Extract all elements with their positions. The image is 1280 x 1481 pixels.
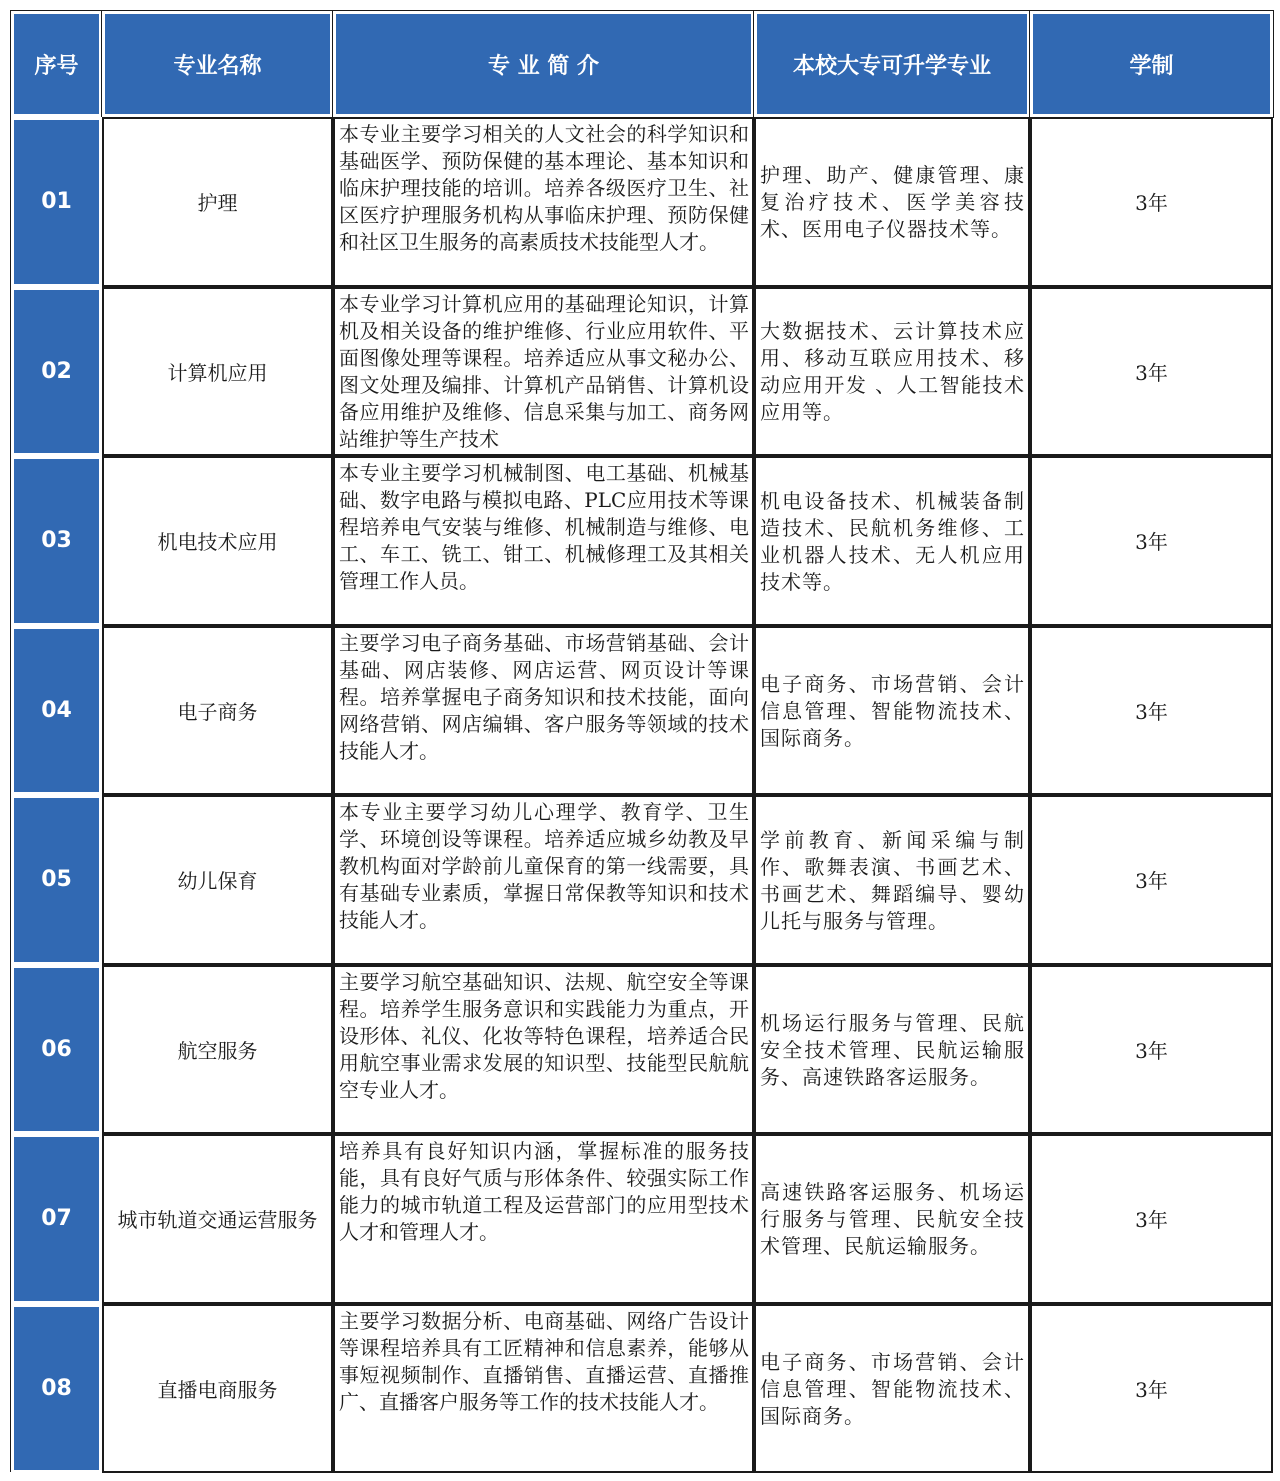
header-name: 专业名称 [102, 11, 333, 117]
row-number: 06 [11, 965, 102, 1135]
header-no: 序号 [11, 11, 102, 117]
major-intro: 主要学习航空基础知识、法规、航空安全等课程。培养学生服务意识和实践能力为重点，开设形体、礼仪、化妆等特色课程，培养适合民用航空事业需求发展的知识型、技能型民航航空专业人才。 [333, 965, 754, 1135]
study-years: 3年 [1030, 1134, 1273, 1304]
study-years: 3年 [1030, 287, 1273, 457]
upgrade-majors [754, 117, 1030, 287]
upgrade-majors [754, 456, 1030, 626]
major-name: 电子商务 [102, 626, 333, 796]
study-years: 3年 [1030, 626, 1273, 796]
row-number: 01 [11, 117, 102, 287]
major-intro: 本专业主要学习相关的人文社会的科学知识和基础医学、预防保健的基本理论、基本知识和临床护理技能的培训。培养各级医疗卫生、社区医疗护理服务机构从事临床护理、预防保健和社区卫生服务的高素质技术技能型人才。 [333, 117, 754, 287]
major-name: 护理 [102, 117, 333, 287]
upgrade-majors [754, 287, 1030, 457]
row-number: 07 [11, 1134, 102, 1304]
upgrade-majors-text: 护理、助产、健康管理、康复治疗技术、医学美容技术、医用电子仪器技术等。 [760, 163, 1025, 242]
upgrade-majors-text: 大数据技术、云计算技术应用、移动互联应用技术、移动应用开发 、人工智能技术应用等。 [760, 319, 1025, 425]
upgrade-majors-text: 机场运行服务与管理、民航安全技术管理、民航运输服务、高速铁路客运服务。 [760, 1010, 1025, 1089]
major-name: 城市轨道交通运营服务 [102, 1134, 333, 1304]
upgrade-majors-text: 高速铁路客运服务、机场运行服务与管理、民航安全技术管理、民航运输服务。 [760, 1180, 1025, 1259]
study-years: 3年 [1030, 965, 1273, 1135]
major-intro: 主要学习数据分析、电商基础、网络广告设计等课程培养具有工匠精神和信息素养，能够从事短视频制作、直播销售、直播运营、直播推广、直播客户服务等工作的技术技能人才。 [333, 1304, 754, 1474]
upgrade-majors [754, 965, 1030, 1135]
row-number: 02 [11, 287, 102, 457]
upgrade-majors [754, 1134, 1030, 1304]
header-years: 学制 [1030, 11, 1273, 117]
row-number: 08 [11, 1304, 102, 1474]
study-years: 3年 [1030, 117, 1273, 287]
header-intro: 专 业 简 介 [333, 11, 754, 117]
row-number: 03 [11, 456, 102, 626]
major-name: 机电技术应用 [102, 456, 333, 626]
study-years: 3年 [1030, 795, 1273, 965]
major-name: 直播电商服务 [102, 1304, 333, 1474]
row-number: 04 [11, 626, 102, 796]
majors-table [10, 10, 1272, 1472]
upgrade-majors-text: 学前教育、新闻采编与制作、歌舞表演、书画艺术、书画艺术、舞蹈编导、婴幼儿托与服务与管理。 [760, 827, 1025, 933]
upgrade-majors-text: 电子商务、市场营销、会计信息管理、智能物流技术、国际商务。 [760, 1349, 1025, 1428]
upgrade-majors-text: 机电设备技术、机械装备制造技术、民航机务维修、工业机器人技术、无人机应用技术等。 [760, 488, 1025, 594]
study-years: 3年 [1030, 456, 1273, 626]
major-intro: 本专业主要学习机械制图、电工基础、机械基础、数字电路与模拟电路、PLC应用技术等课程培养电气安装与维修、机械制造与维修、电工、车工、铣工、钳工、机械修理工及其相关管理工作人员。 [333, 456, 754, 626]
header-upgrade: 本校大专可升学专业 [754, 11, 1030, 117]
major-intro: 本专业学习计算机应用的基础理论知识，计算机及相关设备的维护维修、行业应用软件、平面图像处理等课程。培养适应从事文秘办公、图文处理及编排、计算机产品销售、计算机设备应用维护及维修、信息采集与加工、商务网站维护等生产技术 [333, 287, 754, 457]
upgrade-majors [754, 795, 1030, 965]
upgrade-majors [754, 1304, 1030, 1474]
major-intro: 培养具有良好知识内涵，掌握标准的服务技能，具有良好气质与形体条件、较强实际工作能力的城市轨道工程及运营部门的应用型技术人才和管理人才。 [333, 1134, 754, 1304]
major-name: 幼儿保育 [102, 795, 333, 965]
upgrade-majors [754, 626, 1030, 796]
major-name: 航空服务 [102, 965, 333, 1135]
major-name: 计算机应用 [102, 287, 333, 457]
upgrade-majors-text: 电子商务、市场营销、会计信息管理、智能物流技术、国际商务。 [760, 671, 1025, 750]
study-years: 3年 [1030, 1304, 1273, 1474]
row-number: 05 [11, 795, 102, 965]
major-intro: 主要学习电子商务基础、市场营销基础、会计基础、网店装修、网店运营、网页设计等课程。培养掌握电子商务知识和技术技能，面向网络营销、网店编辑、客户服务等领域的技术技能人才。 [333, 626, 754, 796]
major-intro: 本专业主要学习幼儿心理学、教育学、卫生学、环境创设等课程。培养适应城乡幼教及早教机构面对学龄前儿童保育的第一线需要，具有基础专业素质，掌握日常保教等知识和技术技能人才。 [333, 795, 754, 965]
